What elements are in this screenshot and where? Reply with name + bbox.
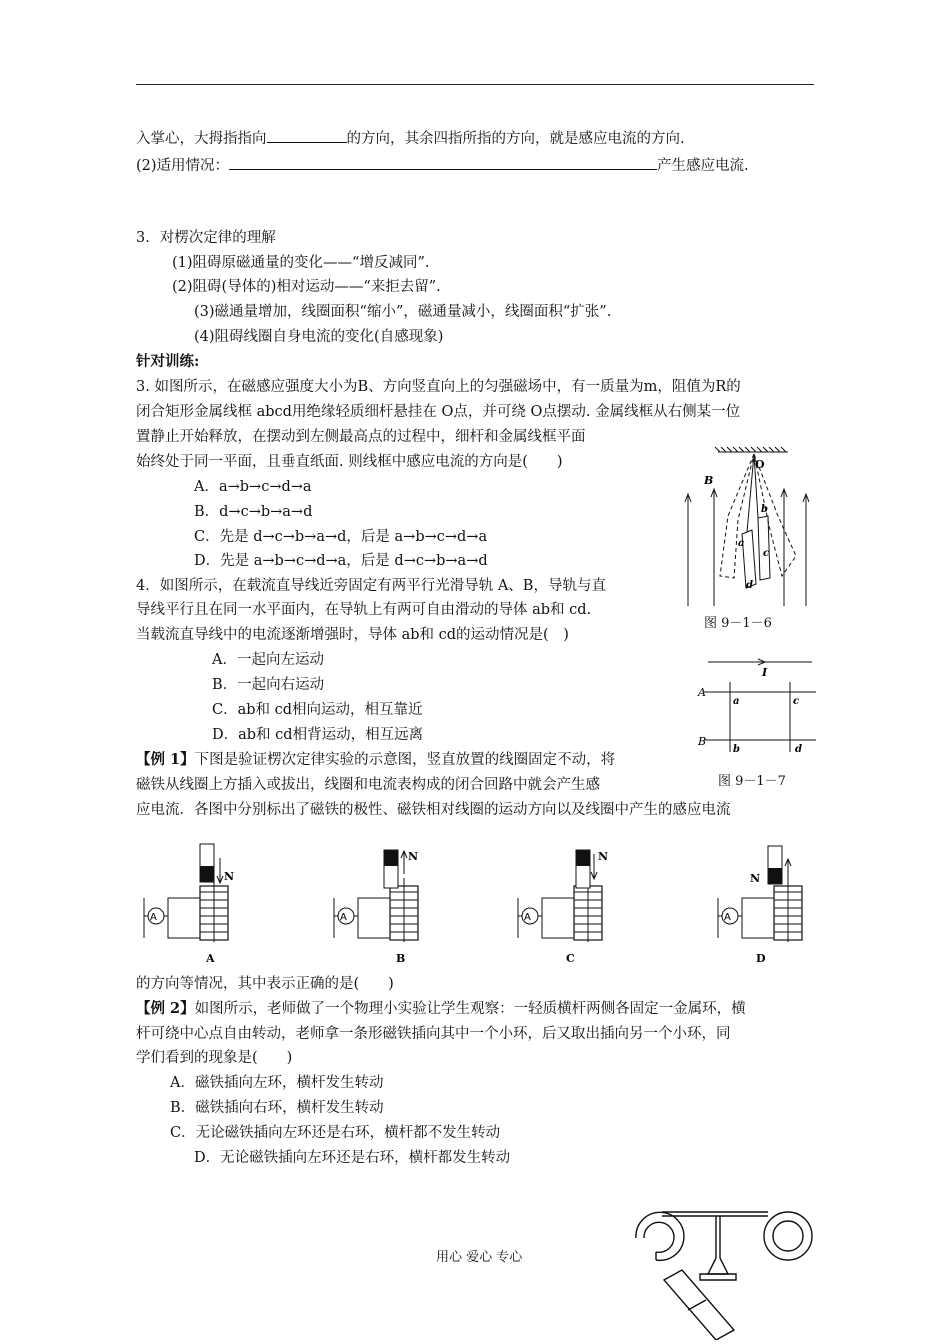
q3-line: 闭合矩形金属线框 abcd用绝缘轻质细杆悬挂在 O点，并可绕 O点摆动. 金属线框从右侧某一位: [136, 404, 741, 420]
option: D．无论磁铁插向左环还是右环，横杆都发生转动: [194, 1150, 511, 1166]
coil-panel-c: [518, 850, 608, 965]
label-c: c: [763, 548, 770, 559]
option: A．a→b→c→d→a: [194, 479, 312, 495]
q4-line: 当载流直导线中的电流逐渐增强时，导体 ab和 cd的运动情况是( ): [136, 627, 569, 643]
ammeter-label: A: [150, 912, 157, 923]
option: B．d→c→b→a→d: [194, 504, 313, 520]
list-item: (3)磁通量增加，线圈面积“缩小”，磁通量减小，线圈面积“扩张”.: [194, 304, 612, 320]
option: D．先是 a→b→c→d→a，后是 d→c→b→a→d: [194, 553, 488, 569]
text: 入掌心，大拇指指向: [136, 131, 267, 147]
ammeter-label: A: [340, 912, 347, 923]
label-B: B: [698, 735, 707, 748]
list-item: (4)阻碍线圈自身电流的变化(自感现象): [194, 329, 444, 345]
example2-line: [136, 999, 746, 1019]
rule-line-2: [136, 155, 749, 176]
list-item: (2)阻碍(导体的)相对运动——“来拒去留”.: [172, 279, 441, 295]
example1-line: [136, 750, 615, 770]
pole-label: N: [224, 870, 235, 883]
ammeter-label: A: [724, 912, 731, 923]
rings-apparatus-figure: [626, 1200, 826, 1340]
label-B: B: [704, 474, 714, 487]
example1-after: 的方向等情况，其中表示正确的是( ): [136, 976, 394, 992]
q4-line: 导线平行且在同一水平面内，在导轨上有两可自由滑动的导体 ab和 cd.: [136, 602, 592, 618]
coil-panels: [140, 838, 820, 968]
q3-line: 3. 如图所示，在磁感应强度大小为B、方向竖直向上的匀强磁场中，有一质量为m，阻值为R的: [136, 379, 741, 395]
coil-panel-d: [718, 846, 802, 965]
q3-line: 始终处于同一平面，且垂直纸面. 则线框中感应电流的方向是( ): [136, 454, 563, 470]
training-heading: 针对训练:: [136, 353, 200, 370]
label-a: a: [738, 538, 745, 549]
panel-label: A: [206, 952, 215, 965]
text: 产生感应电流.: [657, 158, 749, 174]
section-title: 3．对楞次定律的理解: [136, 230, 276, 246]
panel-label: B: [396, 952, 406, 965]
example2-line: 杆可绕中心点自由转动，老师拿一条形磁铁插向其中一个小环，后又取出插向另一个小环，同: [136, 1026, 731, 1042]
pole-label: N: [598, 850, 609, 863]
option: C．ab和 cd相向运动，相互靠近: [212, 702, 423, 718]
fill-blank: [267, 128, 347, 143]
panel-label: C: [566, 952, 575, 965]
coil-panel-b: [334, 850, 418, 965]
option: A．一起向左运动: [212, 652, 324, 668]
label-c: c: [793, 696, 800, 707]
option: B．一起向右运动: [212, 677, 325, 693]
figure-9-1-6: [676, 446, 816, 616]
figure-caption: 图 9－1－6: [704, 616, 772, 631]
ammeter-label: A: [524, 912, 531, 923]
text: 如图所示，老师做了一个物理小实验让学生观察：一轻质横杆两侧各固定一金属环，横: [194, 1001, 746, 1017]
option: D．ab和 cd相背运动，相互远离: [212, 727, 424, 743]
label-O: O: [755, 458, 765, 471]
label-I: I: [762, 666, 768, 679]
label-d: d: [746, 580, 753, 591]
pole-label: N: [750, 872, 761, 885]
label-A: A: [698, 686, 706, 699]
text: 的方向，其余四指所指的方向，就是感应电流的方向.: [346, 131, 685, 147]
label-b: b: [733, 744, 740, 755]
rule-line-1: [136, 128, 685, 149]
q4-line: 4．如图所示，在载流直导线近旁固定有两平行光滑导轨 A、B，导轨与直: [136, 578, 606, 594]
option: A．磁铁插向左环，横杆发生转动: [170, 1075, 384, 1091]
example-tag: 【例 1】: [136, 751, 195, 768]
fill-blank: [229, 155, 657, 170]
example-tag: 【例 2】: [136, 1000, 195, 1017]
panel-label: D: [756, 952, 766, 965]
footer: 用心 爱心 专心: [436, 1250, 523, 1265]
header-rule: [136, 84, 814, 85]
label-d: d: [795, 744, 802, 755]
example2-line: 学们看到的现象是( ): [136, 1050, 293, 1066]
coil-panel-a: [144, 844, 234, 965]
option: C．先是 d→c→b→a→d，后是 a→b→c→d→a: [194, 529, 488, 545]
option: B．磁铁插向右环，横杆发生转动: [170, 1100, 384, 1116]
option: C．无论磁铁插向左环还是右环，横杆都不发生转动: [170, 1125, 501, 1141]
figure-caption: 图 9－1－7: [718, 774, 786, 789]
text: (2)适用情况：: [136, 158, 230, 174]
text: 下图是验证楞次定律实验的示意图，竖直放置的线圈固定不动，将: [194, 752, 616, 768]
pole-label: N: [408, 850, 419, 863]
list-item: (1)阻碍原磁通量的变化——“增反减同”.: [172, 255, 430, 271]
label-a: a: [733, 696, 740, 707]
example1-line: 磁铁从线圈上方插入或拔出，线圈和电流表构成的闭合回路中就会产生感: [136, 777, 600, 793]
figure-9-1-7: [690, 650, 820, 760]
example1-line: 应电流．各图中分别标出了磁铁的极性、磁铁相对线圈的运动方向以及线圈中产生的感应电流: [136, 802, 731, 818]
q3-line: 置静止开始释放，在摆动到左侧最高点的过程中，细杆和金属线框平面: [136, 429, 586, 445]
label-b: b: [761, 504, 768, 515]
